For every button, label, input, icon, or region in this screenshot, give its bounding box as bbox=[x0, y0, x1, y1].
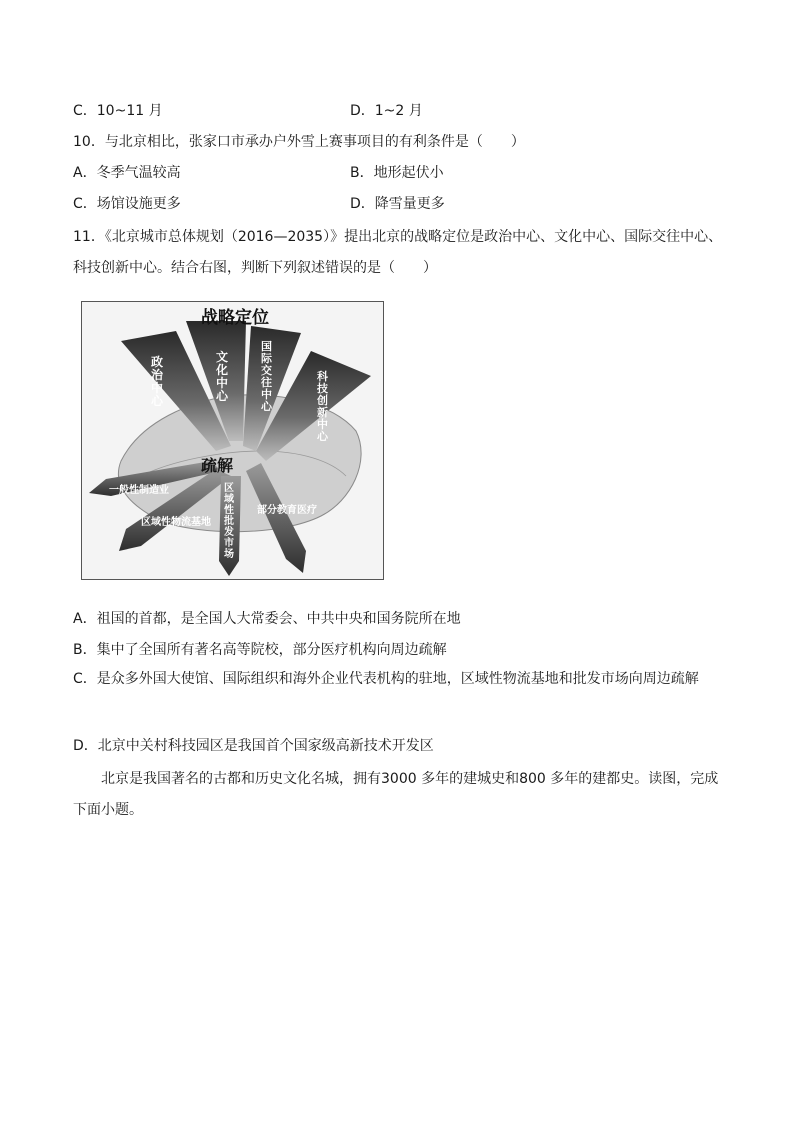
q11-stem: 11．《北京城市总体规划（2016—2035）》提出北京的战略定位是政治中心、文化中心、国际交往中心、科技创新中心。结合右图，判断下列叙述错误的是（ ） bbox=[73, 229, 723, 276]
figure-title: 战略定位 bbox=[201, 308, 269, 328]
label-manufacturing: 一般性制造业 bbox=[109, 485, 169, 496]
label-wholesale: 区域性批发市场 bbox=[224, 483, 234, 560]
q10-option-c: C．场馆设施更多 bbox=[73, 196, 181, 212]
label-tech-center: 科技创新中心 bbox=[317, 370, 328, 443]
q11-option-c: C．是众多外国大使馆、国际组织和海外企业代表机构的驻地，区域性物流基地和批发市场向周边疏解 bbox=[73, 671, 699, 687]
q10-stem: 10．与北京相比，张家口市承办户外雪上赛事项目的有利条件是（ ） bbox=[73, 134, 525, 150]
q10-option-a: A．冬季气温较高 bbox=[73, 165, 181, 181]
figure-center-label: 疏解 bbox=[201, 456, 234, 475]
q10-option-b: B．地形起伏小 bbox=[350, 165, 444, 181]
q9-option-d: D．1~2 月 bbox=[350, 103, 423, 119]
strategic-positioning-figure bbox=[81, 301, 384, 580]
label-education: 部分教育医疗 bbox=[257, 505, 317, 516]
reading-intro: 北京是我国著名的古都和历史文化名城，拥有3000 多年的建城史和800 多年的建都史。读图，完成下面小题。 bbox=[73, 771, 719, 818]
q9-option-c: C．10~11 月 bbox=[73, 103, 163, 119]
q11-option-d: D．北京中关村科技园区是我国首个国家级高新技术开发区 bbox=[73, 738, 434, 754]
label-logistics: 区域性物流基地 bbox=[141, 517, 211, 528]
label-international-center: 国际交往中心 bbox=[261, 340, 272, 413]
q10-option-d: D．降雪量更多 bbox=[350, 196, 445, 212]
q11-option-b: B．集中了全国所有著名高等院校，部分医疗机构向周边疏解 bbox=[73, 642, 447, 658]
label-political-center: 政治中心 bbox=[151, 355, 164, 408]
label-cultural-center: 文化中心 bbox=[216, 350, 229, 403]
q11-option-a: A．祖国的首都，是全国人大常委会、中共中央和国务院所在地 bbox=[73, 611, 461, 627]
